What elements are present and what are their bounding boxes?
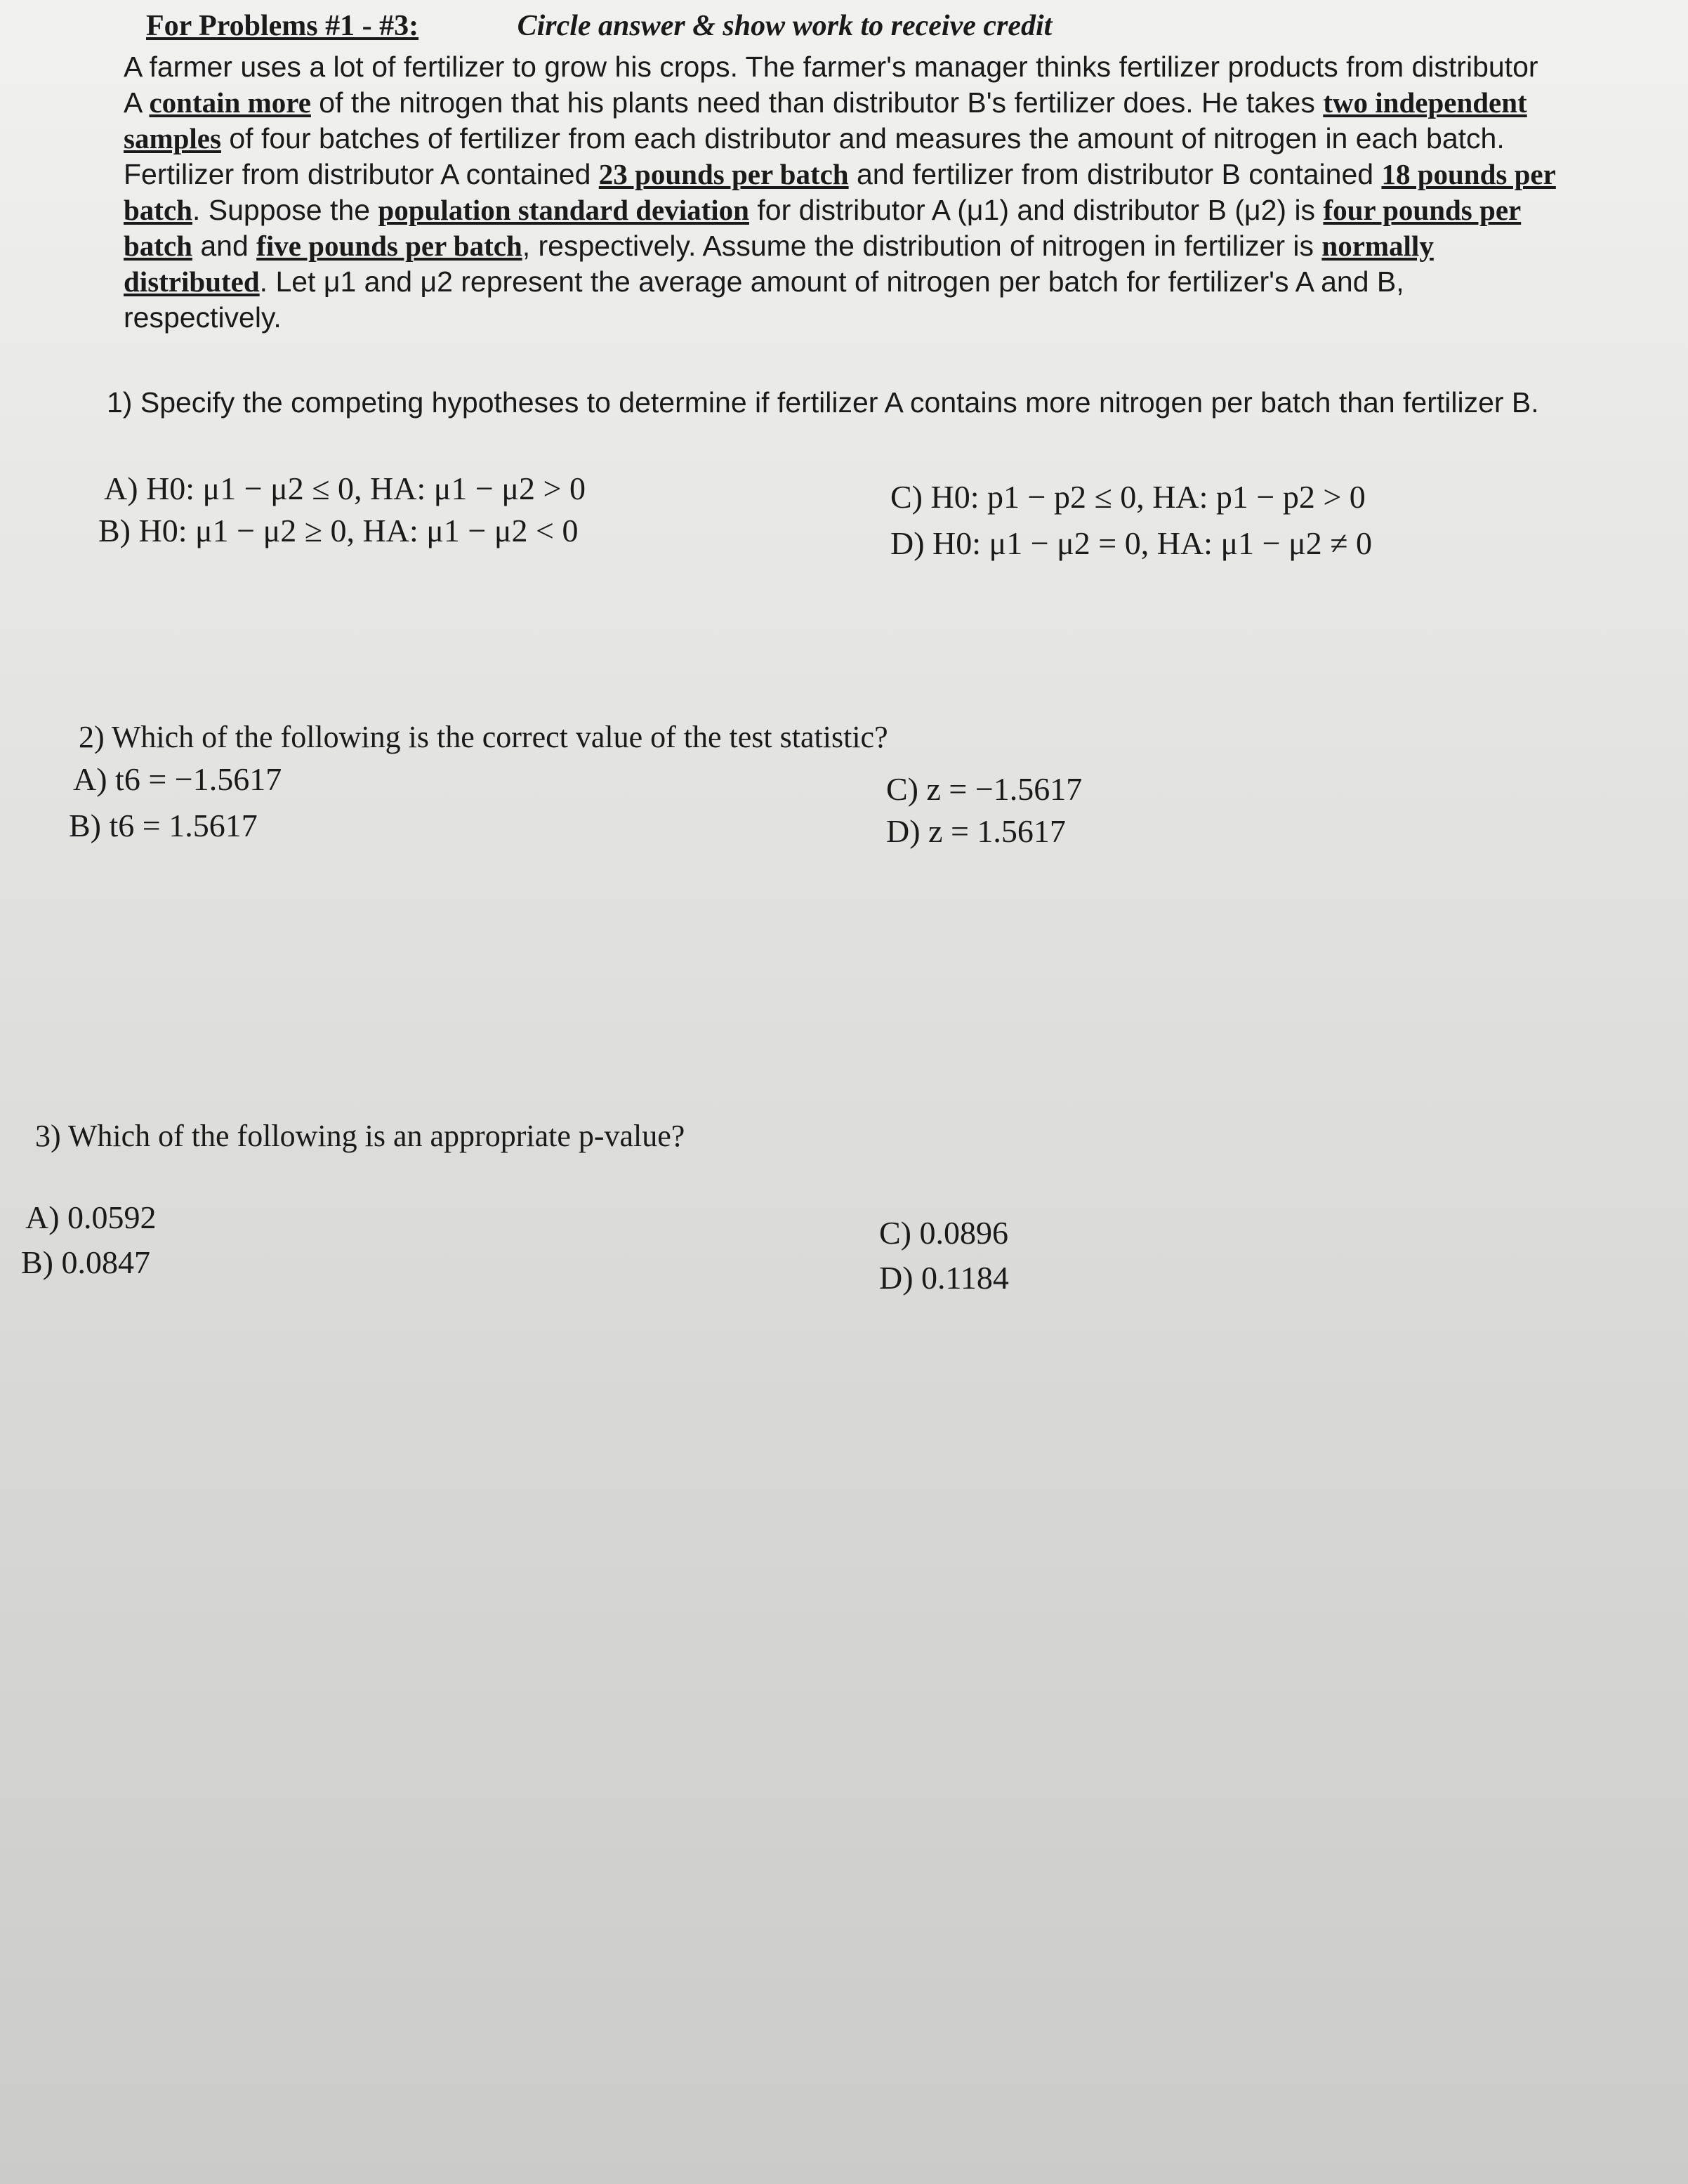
worksheet-header <box>146 6 1550 46</box>
scenario-text: for distributor A (μ1) and distributor B (μ2) is <box>749 194 1324 226</box>
instructions-text: Circle answer & show work to receive credit <box>517 10 1053 42</box>
question-2-prompt: 2) Which of the following is the correct value of the test statistic? <box>79 720 888 754</box>
emphasis-term: normally distributed <box>124 230 1434 298</box>
question-1-option-b[interactable]: B) H0: μ1 − μ2 ≥ 0, HA: μ1 − μ2 < 0 <box>98 513 579 548</box>
scenario-text: of the nitrogen that his plants need than distributor B's fertilizer does. He takes <box>310 86 1324 119</box>
question-2-option-c[interactable]: C) z = −1.5617 <box>886 771 1083 807</box>
emphasis-term: four pounds per batch <box>124 194 1522 262</box>
question-3-option-b[interactable]: B) 0.0847 <box>21 1244 150 1280</box>
emphasis-term: two independent samples <box>124 86 1527 154</box>
scenario-text: . Let μ1 and μ2 represent the average amount of nitrogen per batch for fertilizer's A and B, respectively. <box>124 265 1404 334</box>
scenario-text: , respectively. Assume the distribution of nitrogen in fertilizer is <box>522 230 1322 262</box>
question-3-option-d[interactable]: D) 0.1184 <box>879 1260 1009 1296</box>
emphasis-term: 18 pounds per batch <box>124 158 1556 226</box>
scenario-text: of four batches of fertilizer from each distributor and measures the amount of nitrogen in each batch. Fertilizer from distributor A contained <box>124 122 1505 190</box>
question-3-option-c[interactable]: C) 0.0896 <box>879 1215 1008 1251</box>
scenario-text: and fertilizer from distributor B contained <box>848 158 1382 190</box>
scenario-text: and <box>192 230 257 262</box>
question-1-prompt: 1) Specify the competing hypotheses to determine if fertilizer A contains more nitrogen per batch than fertilizer B. <box>107 386 1539 419</box>
emphasis-term: population standard deviation <box>378 194 749 226</box>
problems-label: For Problems #1 - #3: <box>146 10 419 42</box>
question-2-option-b[interactable]: B) t6 = 1.5617 <box>69 808 258 843</box>
question-3-prompt: 3) Which of the following is an appropriate p-value? <box>35 1119 685 1153</box>
emphasis-term: contain more <box>149 86 311 119</box>
emphasis-term: five pounds per batch <box>256 230 522 262</box>
question-1-option-d[interactable]: D) H0: μ1 − μ2 = 0, HA: μ1 − μ2 ≠ 0 <box>890 525 1372 561</box>
question-2-option-d[interactable]: D) z = 1.5617 <box>886 813 1066 849</box>
question-1-option-c[interactable]: C) H0: p1 − p2 ≤ 0, HA: p1 − p2 > 0 <box>890 479 1366 515</box>
scenario-text: . Suppose the <box>192 194 378 226</box>
scenario-text: A farmer uses a lot of fertilizer to grow his crops. The farmer's manager thinks fertilizer products from distributor A <box>124 51 1538 119</box>
problem-scenario <box>124 49 1556 336</box>
question-1-option-a[interactable]: A) H0: μ1 − μ2 ≤ 0, HA: μ1 − μ2 > 0 <box>104 471 586 506</box>
question-2-option-a[interactable]: A) t6 = −1.5617 <box>73 761 282 797</box>
emphasis-term: 23 pounds per batch <box>598 158 849 190</box>
question-3-option-a[interactable]: A) 0.0592 <box>25 1199 157 1235</box>
